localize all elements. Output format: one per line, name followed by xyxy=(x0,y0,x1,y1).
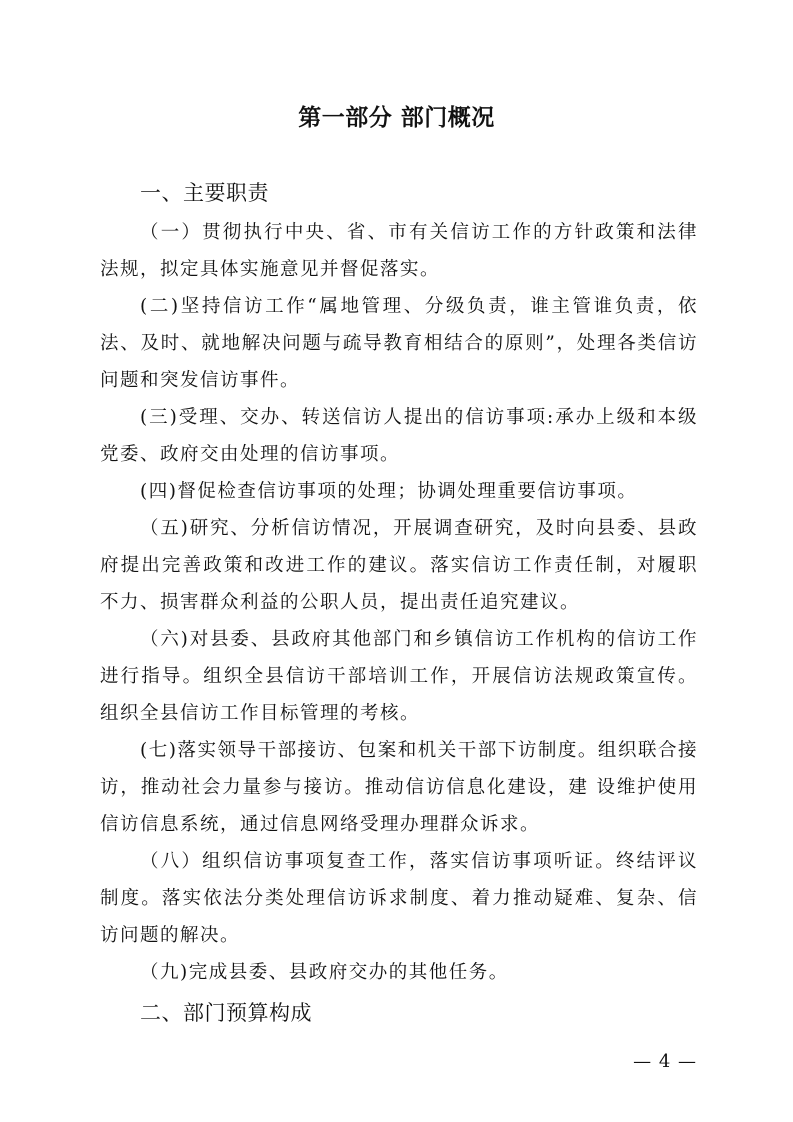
duty-paragraph-8: （八）组织信访事项复查工作，落实信访事项听证。终结评议制度。落实依法分类处理信访诉求制度、着力推动疑难、复杂、信访问题的解决。 xyxy=(100,851,698,946)
page-title: 第一部分 部门概况 xyxy=(298,105,495,131)
duty-paragraph-2: (二)坚持信访工作“属地管理、分级负责，谁主管谁负责，依法、及时、就地解决问题与疏导教育相结合的原则”，处理各类信访问题和突发信访事件。 xyxy=(100,296,698,391)
duty-paragraph-1: （一）贯彻执行中央、省、市有关信访工作的方针政策和法律法规，拟定具体实施意见并督促落实。 xyxy=(100,222,698,280)
duty-paragraph-9: （九)完成县委、县政府交办的其他任务。 xyxy=(140,962,509,983)
section-heading-budget-composition: 二、部门预算构成 xyxy=(140,1001,312,1025)
page-number: — 4 — xyxy=(633,1051,697,1072)
duty-paragraph-3: (三)受理、交办、转送信访人提出的信访事项:承办上级和本级党委、政府交由处理的信访事项。 xyxy=(100,407,698,465)
duty-paragraph-4: (四)督促检查信访事项的处理；协调处理重要信访事项。 xyxy=(140,481,638,502)
duty-paragraph-7: (七)落实领导干部接访、包案和机关干部下访制度。组织联合接访，推动社会力量参与接访。推动信访信息化建设，建 设维护使用信访信息系统，通过信息网络受理办理群众诉求。 xyxy=(100,740,698,835)
duty-paragraph-6: （六)对县委、县政府其他部门和乡镇信访工作机构的信访工作进行指导。组织全县信访干部培训工作，开展信访法规政策宣传。组织全县信访工作目标管理的考核。 xyxy=(100,629,698,724)
section-heading-main-duties: 一、主要职责 xyxy=(140,181,269,205)
duty-paragraph-5: （五)研究、分析信访情况，开展调查研究，及时向县委、县政府提出完善政策和改进工作的建议。落实信访工作责任制，对履职不力、损害群众利益的公职人员，提出责任追究建议。 xyxy=(100,518,698,613)
